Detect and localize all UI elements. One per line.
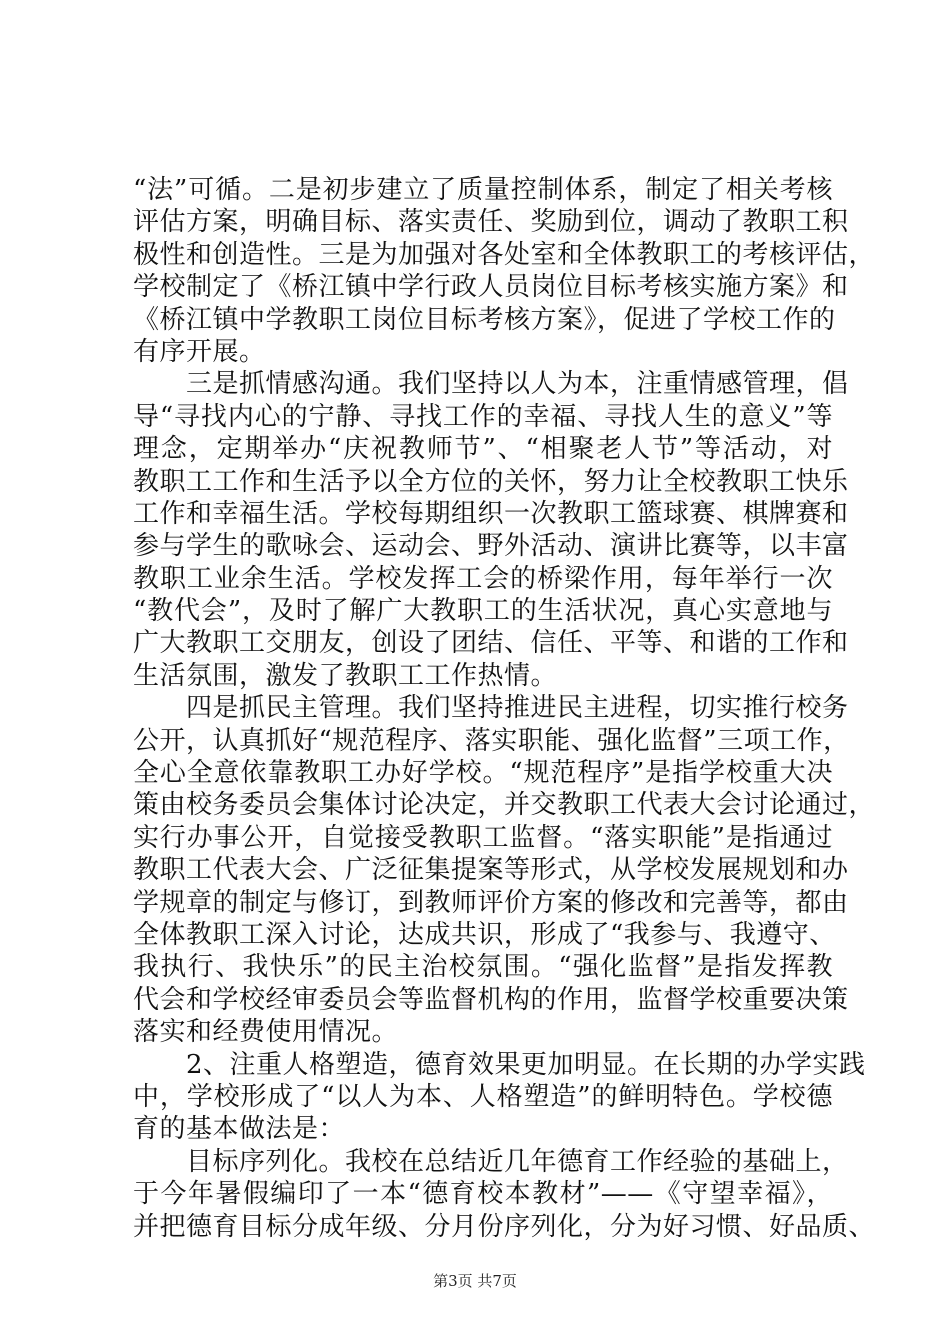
text-line: 全体教职工深入讨论，达成共识，形成了“我参与、我遵守、: [133, 919, 836, 950]
text-line: 评估方案，明确目标、落实责任、奖励到位，调动了教职工积: [133, 207, 849, 238]
text-line: 育的基本做法是：: [133, 1114, 346, 1145]
text-line: 理念，定期举办“庆祝教师节”、“相聚老人节”等活动，对: [133, 434, 833, 465]
text-line: 教职工业余生活。学校发挥工会的桥梁作用，每年举行一次: [133, 563, 833, 594]
text-line: “教代会”，及时了解广大教职工的生活状况，真心实意地与: [133, 596, 833, 627]
text-line: 三是抓情感沟通。我们坚持以人为本，注重情感管理，倡: [133, 369, 849, 400]
text-line: 教职工代表大会、广泛征集提案等形式，从学校发展规划和办: [133, 855, 849, 886]
text-line: 并把德育目标分成年级、分月份序列化，分为好习惯、好品质、: [133, 1211, 876, 1242]
text-line: “法”可循。二是初步建立了质量控制体系，制定了相关考核: [133, 175, 833, 205]
text-line: 2、注重人格塑造，德育效果更加明显。在长期的办学实践: [133, 1049, 866, 1080]
text-line: 广大教职工交朋友，创设了团结、信任、平等、和谐的工作和: [133, 628, 849, 659]
text-line: 有序开展。: [133, 336, 266, 367]
text-line: 中，学校形成了“以人为本、人格塑造”的鲜明特色。学校德: [133, 1081, 833, 1112]
text-line: 代会和学校经审委员会等监督机构的作用，监督学校重要决策: [133, 984, 849, 1015]
text-line: 学规章的制定与修订，到教师评价方案的修改和完善等，都由: [133, 887, 849, 918]
text-line: 我执行、我快乐”的民主治校氛围。“强化监督”是指发挥教: [133, 952, 833, 983]
document-body: [133, 174, 876, 1243]
text-line: 学校制定了《桥江镇中学行政人员岗位目标考核实施方案》和: [133, 272, 849, 303]
text-line: 导“寻找内心的宁静、寻找工作的幸福、寻找人生的意义”等: [133, 401, 833, 432]
text-line: 工作和幸福生活。学校每期组织一次教职工篮球赛、棋牌赛和: [133, 498, 849, 529]
text-line: 于今年暑假编印了一本“德育校本教材”——《守望幸福》，: [133, 1179, 833, 1210]
text-line: 落实和经费使用情况。: [133, 1017, 399, 1048]
text-line: 实行办事公开，自觉接受教职工监督。“落实职能”是指通过: [133, 822, 833, 853]
text-line: 《桥江镇中学教职工岗位目标考核方案》，促进了学校工作的: [133, 304, 836, 335]
text-line: 全心全意依靠教职工办好学校。“规范程序”是指学校重大决: [133, 758, 833, 789]
page-footer: 第3页 共7页: [433, 1272, 517, 1290]
text-line: 生活氛围，激发了教职工工作热情。: [133, 660, 558, 691]
text-line: 教职工工作和生活予以全方位的关怀，努力让全校教职工快乐: [133, 466, 849, 497]
text-line: 四是抓民主管理。我们坚持推进民主进程，切实推行校务: [133, 693, 849, 724]
text-line: 目标序列化。我校在总结近几年德育工作经验的基础上，: [133, 1146, 849, 1177]
text-line: 参与学生的歌咏会、运动会、野外活动、演讲比赛等，以丰富: [133, 531, 849, 562]
text-line: 公开，认真抓好“规范程序、落实职能、强化监督”三项工作，: [133, 725, 850, 756]
text-line: 极性和创造性。三是为加强对各处室和全体教职工的考核评估，: [133, 239, 876, 270]
text-line: 策由校务委员会集体讨论决定，并交教职工代表大会讨论通过，: [133, 790, 876, 821]
